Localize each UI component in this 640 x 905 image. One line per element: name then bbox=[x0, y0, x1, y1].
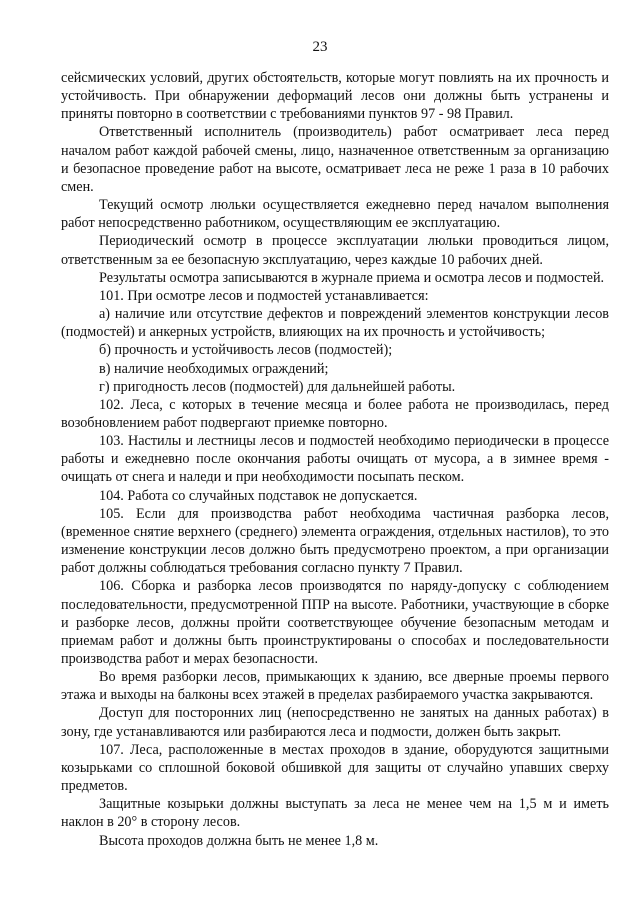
paragraph: Текущий осмотр люльки осуществляется ежедневно перед началом выполнения работ непосредственно работником, осуществляющим ее эксплуатацию. bbox=[61, 197, 609, 232]
paragraph: сейсмических условий, других обстоятельств, которые могут повлиять на их прочность и устойчивость. При обнаружении деформаций лесов они должны быть устранены и приняты повторно в соответствии с требованиями пунктов 97 - 98 Правил. bbox=[61, 70, 609, 123]
clause-106: 106. Сборка и разборка лесов производятся по наряду-допуску с соблюдением последовательности, предусмотренной ППР на высоте. Работники, участвующие в сборке и разборке лесов, должны пройти соответствующее обучение безопасным методам и приемам работ и должны быть проинструктированы о способах и последовательности производства работ и мерах безопасности. bbox=[61, 578, 609, 667]
paragraph: Ответственный исполнитель (производитель) работ осматривает леса перед началом работ каждой рабочей смены, лицо, назначенное ответственным за организацию и безопасное проведение работ на высоте, осматривает леса не реже 1 раза в 10 рабочих смен. bbox=[61, 124, 609, 195]
list-item-a: а) наличие или отсутствие дефектов и повреждений элементов конструкции лесов (подмостей) и анкерных устройств, влияющих на их прочность и устойчивость; bbox=[61, 306, 609, 341]
paragraph: Результаты осмотра записываются в журнале приема и осмотра лесов и подмостей. bbox=[99, 269, 605, 286]
clause-103: 103. Настилы и лестницы лесов и подмостей необходимо периодически в процессе работы и ежедневно после окончания работы очищать от мусора, а в зимнее время - очищать от снега и наледи и при необходимости посыпать песком. bbox=[61, 433, 609, 486]
list-item-v: в) наличие необходимых ограждений; bbox=[99, 360, 329, 377]
clause-105: 105. Если для производства работ необходима частичная разборка лесов, (временное снятие верхнего (среднего) элемента ограждения, отдельных настилов), то это изменение конструкции лесов должно быть предусмотрено проектом, а при организации работ должны соблюдаться требования согласно пункту 7 Правил. bbox=[61, 505, 609, 577]
paragraph: Доступ для посторонних лиц (непосредственно не занятых на данных работах) в зону, где устанавливаются или разбираются леса и подмости, должен быть закрыт. bbox=[61, 705, 609, 740]
list-item-b: б) прочность и устойчивость лесов (подмостей); bbox=[99, 342, 393, 359]
clause-107: 107. Леса, расположенные в местах проходов в здание, оборудуются защитными козырьками со сплошной боковой обшивкой для защиты от случайно упавших сверху предметов. bbox=[61, 741, 609, 795]
paragraph: Защитные козырьки должны выступать за леса не менее чем на 1,5 м и иметь наклон в 20° в сторону лесов. bbox=[61, 796, 609, 831]
paragraph: Высота проходов должна быть не менее 1,8 м. bbox=[99, 832, 379, 849]
clause-102: 102. Леса, с которых в течение месяца и более работа не производилась, перед возобновлением работ подвергают приемке повторно. bbox=[61, 396, 609, 431]
clause-101: 101. При осмотре лесов и подмостей устанавливается: bbox=[99, 287, 429, 304]
paragraph: Во время разборки лесов, примыкающих к зданию, все дверные проемы первого этажа и выходы на балконы всех этажей в пределах разбираемого участка закрываются. bbox=[61, 669, 609, 704]
paragraph: Периодический осмотр в процессе эксплуатации люльки проводиться лицом, ответственным за ее безопасную эксплуатацию, через каждые 10 рабочих дней. bbox=[61, 233, 609, 268]
list-item-g: г) пригодность лесов (подмостей) для дальнейшей работы. bbox=[99, 378, 456, 395]
page-number: 23 bbox=[312, 39, 328, 55]
document-body bbox=[61, 69, 609, 850]
clause-104: 104. Работа со случайных подставок не допускается. bbox=[99, 487, 418, 504]
